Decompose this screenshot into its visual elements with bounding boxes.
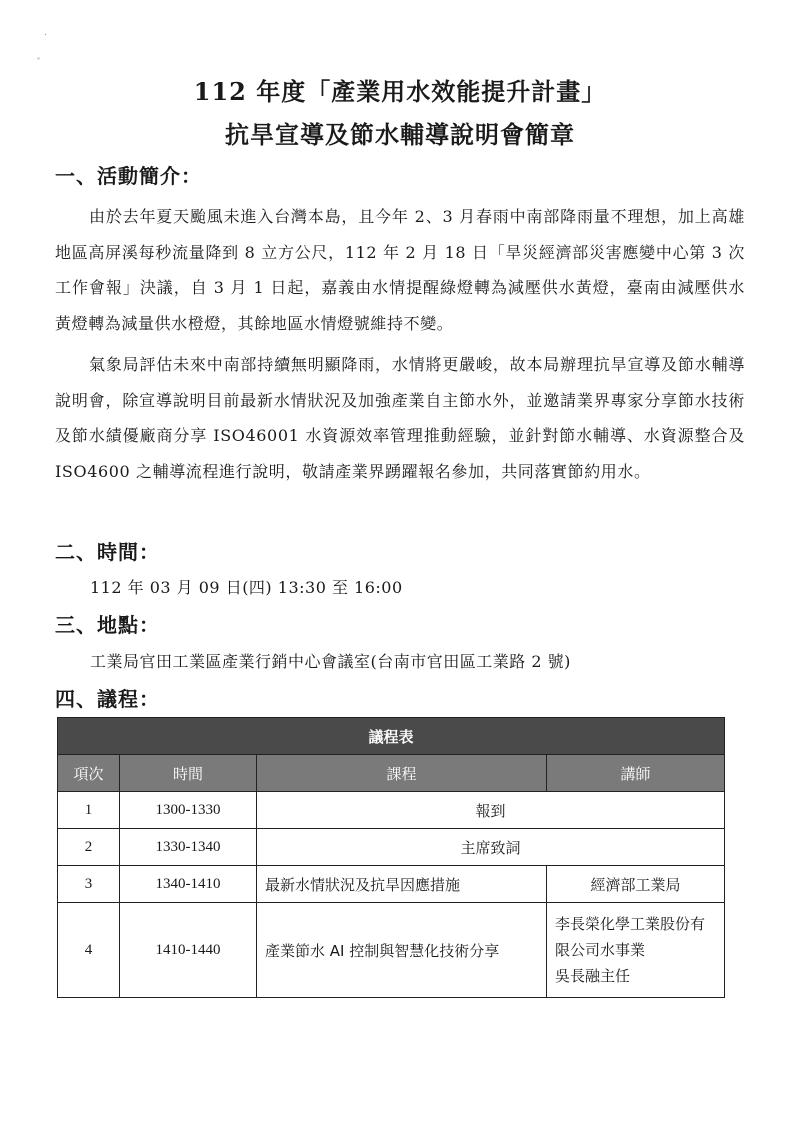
section-heading-location: 三、地點： — [55, 613, 160, 637]
row-no: 1 — [58, 792, 120, 829]
agenda-table — [57, 717, 725, 998]
table-row — [58, 866, 725, 903]
row-time: 1410-1440 — [120, 903, 257, 998]
row-time: 1300-1330 — [120, 792, 257, 829]
column-header-speaker: 講師 — [547, 755, 725, 792]
row-time: 1340-1410 — [120, 866, 257, 903]
intro-paragraph-1: 由於去年夏天颱風未進入台灣本島，且今年 2、3 月春雨中南部降雨量不理想，加上高雄地區高屏溪每秒流量降到 8 立方公尺，112 年 2 月 18 日「旱災經濟部災害應變中心第 3 次工作會報」決議，自 3 月 1 日起，嘉義由水情提醒綠燈轉為減壓供水黃燈，臺南由減壓供水黃燈轉為減量供水橙燈，其餘地區水情燈號維持不變。 — [55, 207, 745, 333]
event-location: 工業局官田工業區產業行銷中心會議室(台南市官田區工業路 2 號) — [90, 652, 571, 671]
row-no: 2 — [58, 829, 120, 866]
intro-paragraph-2: 氣象局評估未來中南部持續無明顯降雨，水情將更嚴峻，故本局辦理抗旱宣導及節水輔導說明會，除宣導說明目前最新水情狀況及加強產業自主節水外，並邀請業界專家分享節水技術及節水績優廠商分享 ISO46001 水資源效率管理推動經驗，並針對節水輔導、水資源整合及 ISO4600 之輔導流程進行說明，敬請產業界踴躍報名參加，共同落實節約用水。 — [55, 355, 745, 481]
row-course: 主席致詞 — [257, 829, 725, 866]
row-course: 最新水情狀況及抗旱因應措施 — [257, 866, 547, 903]
document-subtitle: 抗旱宣導及節水輔導說明會簡章 — [225, 120, 575, 149]
row-no: 4 — [58, 903, 120, 998]
document-title: 112 年度「產業用水效能提升計畫」 — [193, 77, 607, 106]
table-row — [58, 903, 725, 998]
column-header-time: 時間 — [120, 755, 257, 792]
column-header-course: 課程 — [257, 755, 547, 792]
scan-speck: · — [44, 30, 48, 41]
agenda-table-caption: 議程表 — [58, 718, 725, 755]
row-course: 產業節水 AI 控制與智慧化技術分享 — [257, 903, 547, 998]
section-heading-intro: 一、活動簡介： — [55, 164, 202, 188]
column-header-no: 項次 — [58, 755, 120, 792]
row-course: 報到 — [257, 792, 725, 829]
section-heading-time: 二、時間： — [55, 540, 160, 564]
event-time: 112 年 03 月 09 日(四) 13:30 至 16:00 — [90, 578, 403, 597]
row-time: 1330-1340 — [120, 829, 257, 866]
row-speaker: 經濟部工業局 — [547, 866, 725, 903]
section-heading-agenda: 四、議程： — [55, 687, 160, 711]
scan-speck: ˇ — [36, 58, 41, 69]
row-no: 3 — [58, 866, 120, 903]
speaker-org-line-1: 李長榮化學工業股份有 — [555, 915, 706, 933]
speaker-org-line-2: 限公司水事業 — [555, 941, 646, 959]
speaker-name: 吳長融主任 — [555, 967, 631, 985]
table-row — [58, 792, 725, 829]
row-speaker — [547, 903, 725, 998]
table-row — [58, 829, 725, 866]
